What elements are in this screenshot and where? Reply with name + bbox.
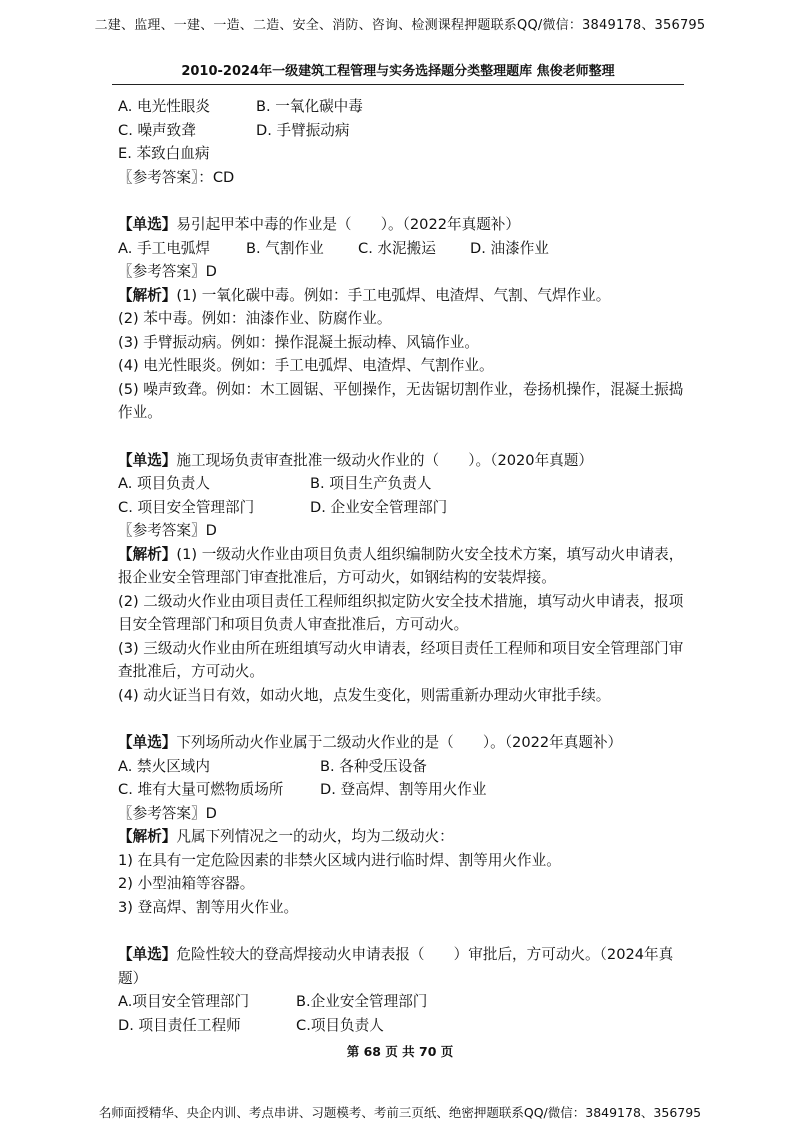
q2-analysis-4: (4) 动火证当日有效，如动火地，点发生变化，则需重新办理动火审批手续。 [118, 686, 611, 704]
q3-analysis-tag: 【解析】 [118, 828, 177, 845]
q0-option-e: E. 苯致白血病 [118, 145, 210, 162]
q2-analysis-3: (3) 三级动火作业由所在班组填写动火申请表，经项目责任工程师和项目安全管理部门审查批准后，方可动火。 [118, 639, 684, 680]
q1-analysis-2: (2) 苯中毒。例如：油漆作业、防腐作业。 [118, 310, 392, 327]
q4-option-a: A.项目安全管理部门 [118, 993, 250, 1010]
q1-analysis-tag: 【解析】 [118, 286, 177, 304]
top-banner: 二建、监理、一建、一造、二造、安全、消防、咨询、检测课程押题联系QQ/微信：3849178、356795 [94, 18, 706, 33]
q3-analysis-intro-text: 凡属下列情况之一的动火，均为二级动火： [176, 828, 454, 845]
q3-option-d: D. 登高焊、割等用火作业 [320, 781, 487, 798]
q4-stem-text: 危险性较大的登高焊接动火申请表报（ ）审批后，方可动火。（2024年真题） [118, 946, 674, 987]
q4-options-row-1 [118, 990, 693, 1014]
q1-analysis-5: (5) 噪声致聋。例如：木工圆锯、平刨操作，无齿锯切割作业，卷扬机操作，混凝土振捣作业。 [118, 380, 684, 421]
q3-option-c: C. 堆有大量可燃物质场所 [118, 781, 284, 798]
q3-answer: 〖参考答案〗D [118, 804, 217, 822]
watermark-2: ​ [525, 770, 537, 778]
q1-option-b: B. 气割作业 [246, 239, 324, 257]
q4-tag: 【单选】 [118, 946, 177, 963]
q2-stem [118, 449, 693, 473]
q0-options-row-1 [118, 95, 693, 119]
q2-option-b: B. 项目生产负责人 [310, 475, 432, 492]
q3-analysis-1: 1) 在具有一定危险因素的非禁火区域内进行临时焊、割等用火作业。 [118, 851, 561, 869]
q1-options [118, 237, 693, 261]
q3-analysis-2: 2) 小型油箱等容器。 [118, 875, 255, 892]
q2-options-row-2 [118, 496, 693, 520]
q0-option-d: D. 手臂振动病 [256, 121, 350, 139]
q3-option-a: A. 禁火区域内 [118, 757, 210, 775]
page-number: 第 68 页 共 70 页 [346, 1044, 454, 1059]
q2-stem-text: 施工现场负责审查批准一级动火作业的（ ）。（2020年真题） [176, 451, 593, 469]
q3-stem-text: 下列场所动火作业属于二级动火作业的是（ ）。（2022年真题补） [176, 734, 623, 751]
q2-analysis-text-1: (1) 一级动火作业由项目负责人组织编制防火安全技术方案，填写动火申请表，报企业安全管理部门审查批准后，方可动火，如钢结构的安装焊接。 [118, 545, 684, 586]
q2-option-a: A. 项目负责人 [118, 475, 210, 492]
q1-option-c: C. 水泥搬运 [358, 239, 436, 257]
q2-tag: 【单选】 [118, 451, 177, 469]
q1-analysis-3: (3) 手臂振动病。例如：操作混凝土振动棒、风镐作业。 [118, 333, 479, 351]
q0-option-b: B. 一氧化碳中毒 [256, 98, 363, 115]
q1-analysis-text-1: (1) 一氧化碳中毒。例如：手工电弧焊、电渣焊、气割、气焊作业。 [176, 286, 611, 304]
q1-stem-text: 易引起甲苯中毒的作业是（ ）。（2022年真题补） [176, 216, 520, 233]
q1-stem [118, 213, 693, 237]
q1-analysis-4: (4) 电光性眼炎。例如：手工电弧焊、电渣焊、气割作业。 [118, 357, 494, 374]
q3-stem [118, 731, 693, 755]
q3-tag: 【单选】 [118, 734, 177, 751]
q3-analysis-3: 3) 登高焊、割等用火作业。 [118, 898, 299, 916]
q2-answer: 〖参考答案〗D [118, 522, 217, 539]
q1-tag: 【单选】 [118, 216, 177, 233]
watermark: ​ [330, 520, 342, 528]
q1-option-d: D. 油漆作业 [470, 239, 549, 257]
q4-option-c: C.项目负责人 [296, 1016, 384, 1034]
q0-options-row-2 [118, 119, 693, 143]
q0-option-a: A. 电光性眼炎 [118, 98, 210, 115]
q3-options-row-2 [118, 778, 693, 802]
q0-option-c: C. 噪声致聋 [118, 121, 196, 139]
q1-answer: 〖参考答案〗D [118, 263, 217, 280]
q2-options-row-1 [118, 472, 693, 496]
q2-analysis-2: (2) 二级动火作业由项目责任工程师组织拟定防火安全技术措施，填写动火申请表，报项目安全管理部门和项目负责人审查批准后，方可动火。 [118, 592, 684, 633]
q4-option-b: B.企业安全管理部门 [296, 993, 428, 1010]
q4-options-row-2 [118, 1014, 693, 1038]
q1-analysis-1 [118, 284, 693, 308]
q3-analysis-intro [118, 825, 693, 849]
document-header: 2010-2024年一级建筑工程管理与实务选择题分类整理题库 焦俊老师整理 [112, 60, 684, 85]
q4-stem [118, 943, 693, 990]
bottom-banner: 名师面授精华、央企内训、考点串讲、习题模考、考前三页纸、绝密押题联系QQ/微信：3849178、356795 [98, 1105, 702, 1120]
q4-option-d: D. 项目责任工程师 [118, 1016, 241, 1034]
q2-analysis-1 [118, 543, 693, 590]
q3-option-b: B. 各种受压设备 [320, 757, 427, 775]
q0-answer: 〖参考答案〗：CD [118, 168, 235, 186]
q2-option-c: C. 项目安全管理部门 [118, 498, 255, 516]
page-content [118, 95, 693, 1037]
q1-option-a: A. 手工电弧焊 [118, 239, 210, 257]
q3-options-row-1 [118, 755, 693, 779]
q2-analysis-tag: 【解析】 [118, 545, 177, 563]
q2-option-d: D. 企业安全管理部门 [310, 498, 448, 516]
